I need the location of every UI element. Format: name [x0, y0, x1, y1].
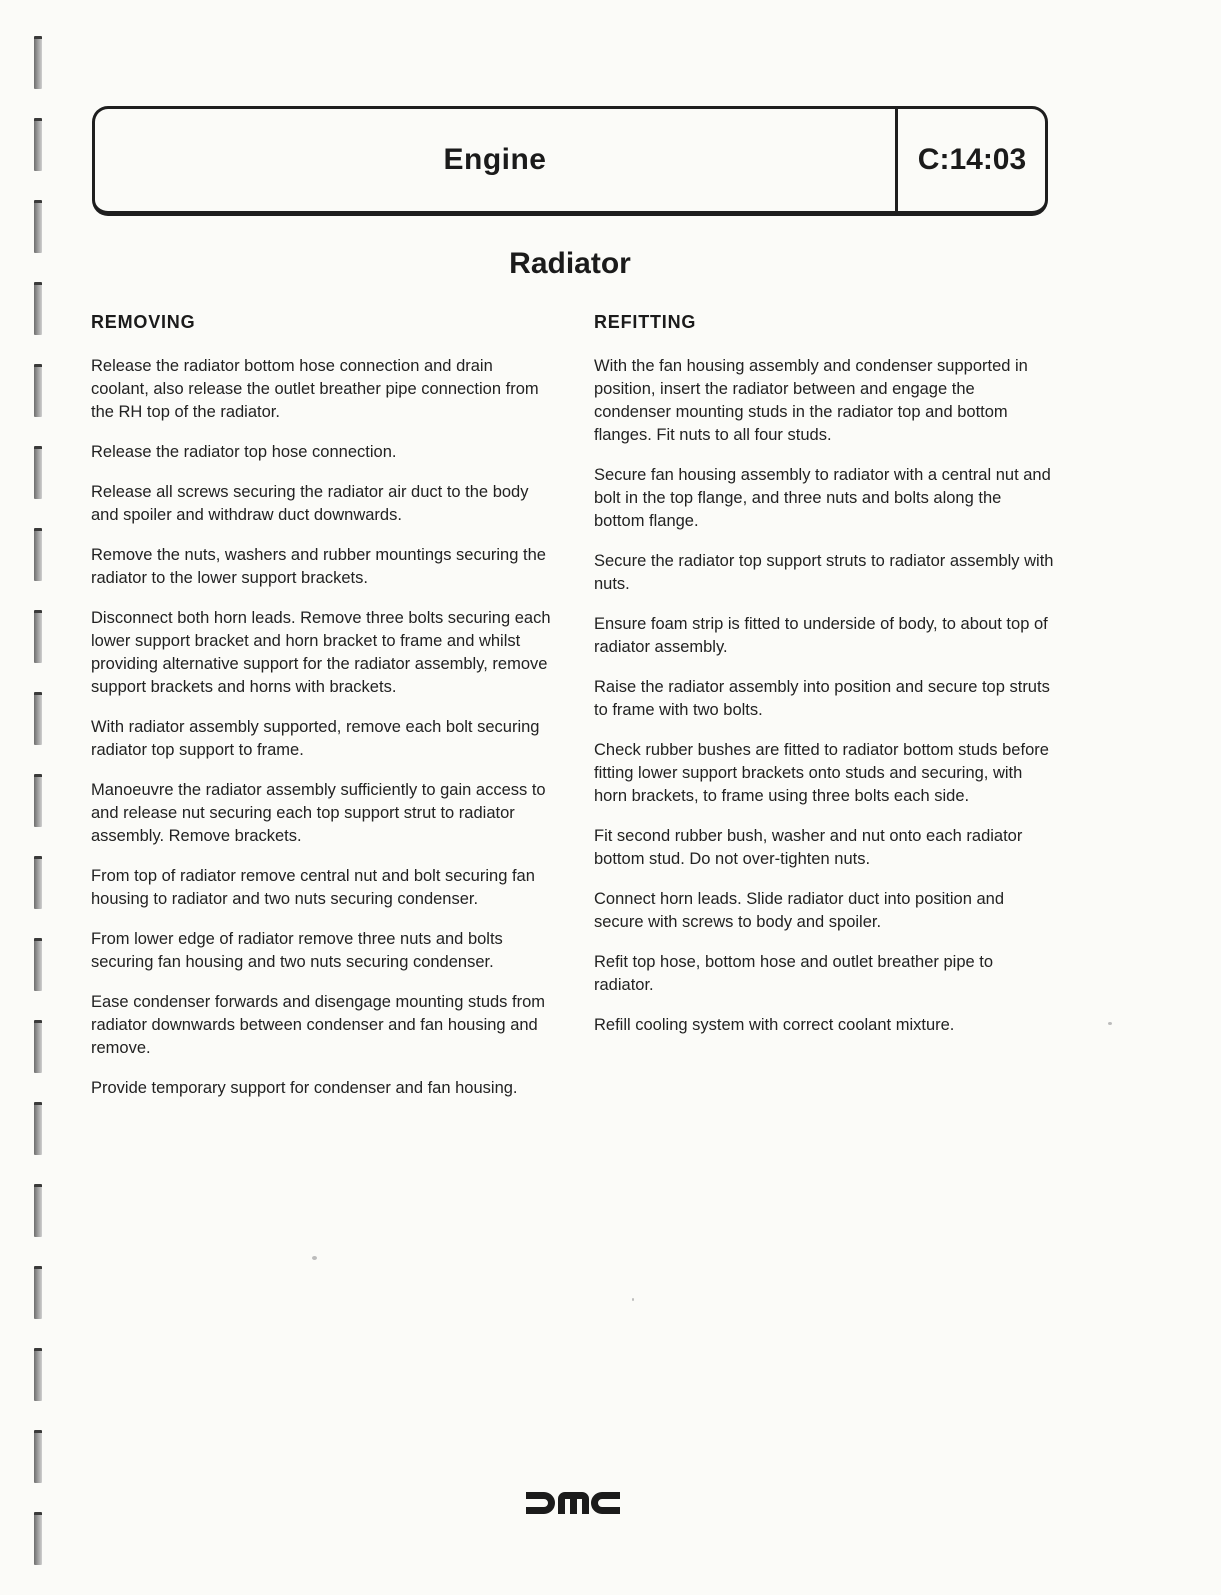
removing-step: Disconnect both horn leads. Remove three bolts securing each lower support bracket and horn bracket to frame and whilst providing alternative support for the radiator assembly, remove support brackets and horns with brackets.	[91, 609, 551, 696]
binder-hole	[34, 1348, 42, 1401]
binder-hole	[34, 200, 42, 253]
paper-speck	[312, 1256, 317, 1260]
refitting-heading: REFITTING	[594, 312, 697, 332]
removing-step: Remove the nuts, washers and rubber mountings securing the radiator to the lower support brackets.	[91, 546, 546, 587]
refitting-step: Check rubber bushes are fitted to radiator bottom studs before fitting lower support brackets onto studs and securing, with horn brackets, to frame using three bolts each side.	[594, 741, 1049, 805]
refitting-step: Secure fan housing assembly to radiator with a central nut and bolt in the top flange, and three nuts and bolts along the bottom flange.	[594, 466, 1051, 530]
binder-hole	[34, 856, 42, 909]
refitting-step: Connect horn leads. Slide radiator duct into position and secure with screws to body and spoiler.	[594, 890, 1005, 931]
binder-hole	[34, 364, 42, 417]
page-title: Radiator	[509, 247, 631, 280]
removing-step: Release all screws securing the radiator air duct to the body and spoiler and withdraw duct downwards.	[91, 483, 529, 524]
binder-holes	[34, 0, 52, 1595]
refitting-step: Fit second rubber bush, washer and nut onto each radiator bottom stud. Do not over-tighten nuts.	[594, 827, 1023, 868]
paper-speck	[632, 1298, 634, 1301]
removing-section	[91, 312, 551, 1117]
removing-step: From lower edge of radiator remove three nuts and bolts securing fan housing and two nuts securing condenser.	[91, 930, 503, 971]
removing-step: Ease condenser forwards and disengage mounting studs from radiator downwards between condenser and fan housing and remove.	[91, 993, 546, 1057]
refitting-step: With the fan housing assembly and condenser supported in position, insert the radiator between and engage the condenser mounting studs in the radiator top and bottom flanges. Fit nuts to all four studs.	[594, 357, 1028, 444]
removing-step: From top of radiator remove central nut and bolt securing fan housing to radiator and two nuts securing condenser.	[91, 867, 535, 908]
binder-hole	[34, 774, 42, 827]
refitting-step: Refill cooling system with correct coolant mixture.	[594, 1016, 955, 1034]
binder-hole	[34, 118, 42, 171]
refitting-step: Raise the radiator assembly into position and secure top struts to frame with two bolts.	[594, 678, 1050, 719]
removing-heading: REMOVING	[91, 312, 196, 332]
binder-hole	[34, 1184, 42, 1237]
page-header	[92, 106, 1048, 216]
refitting-step: Secure the radiator top support struts to radiator assembly with nuts.	[594, 552, 1054, 593]
binder-hole	[34, 282, 42, 335]
removing-step: Release the radiator bottom hose connection and drain coolant, also release the outlet breather pipe connection from the RH top of the radiator.	[91, 357, 539, 421]
removing-step: Provide temporary support for condenser and fan housing.	[91, 1079, 518, 1097]
binder-hole	[34, 692, 42, 745]
dmc-logo-icon	[526, 1492, 620, 1514]
binder-hole	[34, 1266, 42, 1319]
refitting-step: Ensure foam strip is fitted to underside of body, to about top of radiator assembly.	[594, 615, 1048, 656]
refitting-section	[594, 312, 1054, 1054]
binder-hole	[34, 446, 42, 499]
removing-step: With radiator assembly supported, remove each bolt securing radiator top support to frame.	[91, 718, 540, 759]
binder-hole	[34, 1430, 42, 1483]
binder-hole	[34, 1020, 42, 1073]
binder-hole	[34, 36, 42, 89]
section-code: C:14:03	[917, 143, 1027, 176]
binder-hole	[34, 1102, 42, 1155]
paper-speck	[1108, 1022, 1112, 1025]
binder-hole	[34, 1512, 42, 1565]
binder-hole	[34, 610, 42, 663]
refitting-step: Refit top hose, bottom hose and outlet breather pipe to radiator.	[594, 953, 994, 994]
binder-hole	[34, 528, 42, 581]
removing-step: Release the radiator top hose connection.	[91, 443, 397, 461]
section-title: Engine	[443, 143, 547, 176]
removing-step: Manoeuvre the radiator assembly sufficiently to gain access to and release nut securing each top support strut to radiator assembly. Remove brackets.	[91, 781, 546, 845]
binder-hole	[34, 938, 42, 991]
